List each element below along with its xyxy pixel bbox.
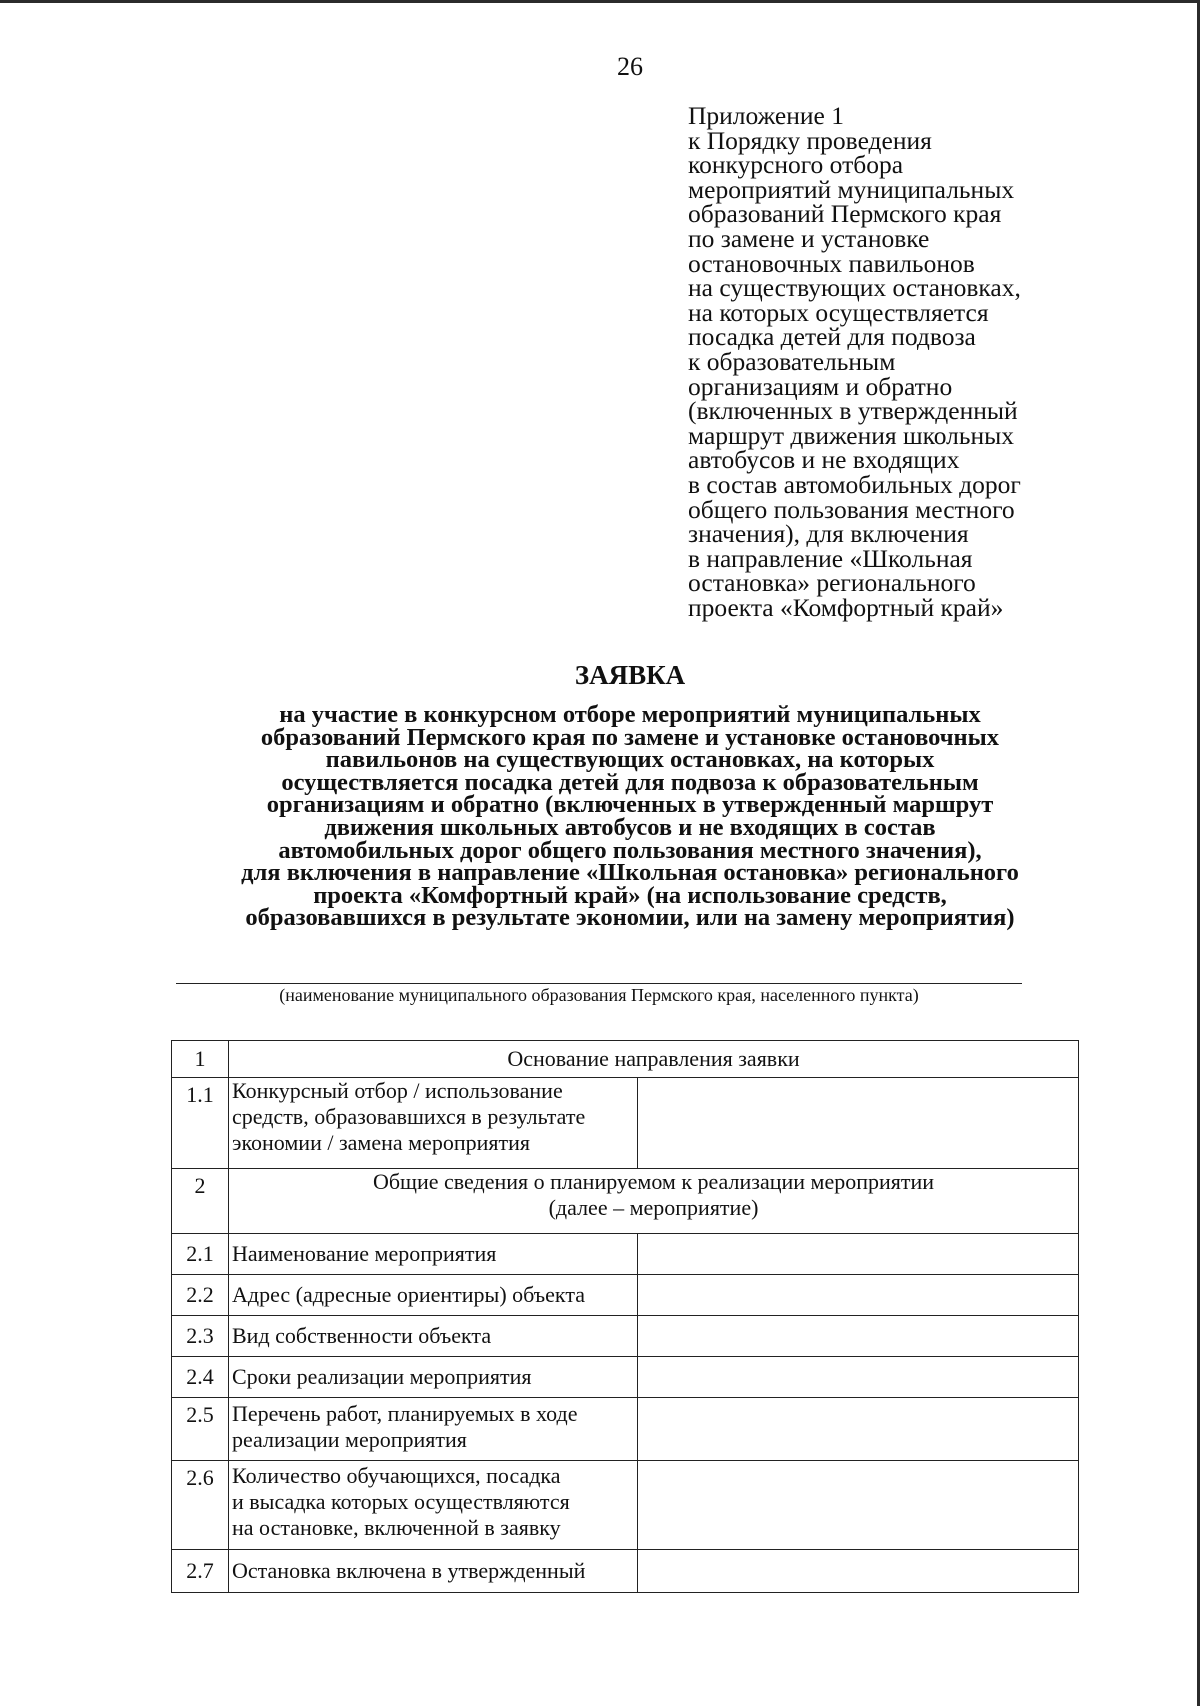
row-value-cell[interactable]	[638, 1275, 1079, 1316]
subtitle-line: движения школьных автобусов и не входящих в состав	[324, 813, 936, 841]
row-label-line: на остановке, включенной в заявку	[232, 1515, 561, 1540]
row-number: 2.7	[172, 1550, 229, 1593]
municipality-caption: (наименование муниципального образования Пермского края, населенного пункта)	[279, 985, 919, 1005]
section-title-line: Общие сведения о планируемом к реализации мероприятии	[372, 1169, 935, 1194]
municipality-fill-line[interactable]	[176, 983, 1022, 984]
appendix-line: остановка» регионального	[688, 568, 976, 598]
subtitle-line: образовавшихся в результате экономии, или на замену мероприятия)	[245, 904, 1015, 932]
table-row	[172, 1398, 1079, 1461]
row-number: 2.5	[172, 1398, 229, 1461]
application-form-table	[171, 1040, 1079, 1593]
appendix-line: в направление «Школьная	[688, 543, 973, 573]
table-row	[172, 1275, 1079, 1316]
subtitle-line: автомобильных дорог общего пользования местного значения),	[278, 836, 982, 864]
row-number: 2.6	[172, 1461, 229, 1550]
row-number: 2.1	[172, 1234, 229, 1275]
table-section-2	[172, 1169, 1079, 1234]
row-number: 2.4	[172, 1357, 229, 1398]
appendix-line: на существующих остановках,	[688, 273, 1021, 303]
row-number: 2.2	[172, 1275, 229, 1316]
row-label	[229, 1398, 638, 1461]
row-value-cell[interactable]	[638, 1398, 1079, 1461]
row-number: 1	[172, 1041, 229, 1078]
appendix-line: по замене и установке	[688, 223, 930, 253]
row-value-cell[interactable]	[638, 1316, 1079, 1357]
appendix-line: остановочных павильонов	[688, 248, 975, 278]
document-subtitle	[150, 701, 1110, 932]
section-title: Основание направления заявки	[229, 1041, 1079, 1078]
row-value-cell[interactable]	[638, 1461, 1079, 1550]
row-label: Наименование мероприятия	[229, 1234, 638, 1275]
document-title: ЗАЯВКА	[574, 660, 686, 690]
row-label: Сроки реализации мероприятия	[229, 1357, 638, 1398]
page-number: 26	[617, 52, 643, 81]
table-section-1	[172, 1041, 1079, 1078]
row-number: 2	[172, 1169, 229, 1234]
appendix-line: Приложение 1	[688, 101, 844, 130]
appendix-line: мероприятий муниципальных	[688, 174, 1015, 204]
appendix-line: проекта «Комфортный край»	[688, 592, 1004, 622]
row-label-line: Перечень работ, планируемых в ходе	[232, 1401, 578, 1426]
row-label-line: средств, образовавшихся в результате	[232, 1104, 586, 1129]
appendix-line: к образовательным	[688, 346, 896, 376]
row-label-line: реализации мероприятия	[232, 1427, 467, 1452]
table-row	[172, 1550, 1079, 1593]
row-label-line: Конкурсный отбор / использование	[232, 1078, 563, 1103]
row-label: Вид собственности объекта	[229, 1316, 638, 1357]
row-value-cell[interactable]	[638, 1234, 1079, 1275]
appendix-line: автобусов и не входящих	[688, 445, 960, 475]
section-title-line: (далее – мероприятие)	[548, 1195, 759, 1220]
appendix-line: в состав автомобильных дорог	[688, 469, 1021, 499]
appendix-line: значения), для включения	[688, 519, 969, 549]
table-row	[172, 1357, 1079, 1398]
appendix-header	[688, 101, 1108, 622]
subtitle-line: образований Пермского края по замене и установке остановочных	[260, 723, 1000, 751]
appendix-line: конкурсного отбора	[688, 150, 904, 180]
appendix-line: общего пользования местного	[688, 494, 1015, 524]
row-value-cell[interactable]	[638, 1078, 1079, 1169]
subtitle-line: на участие в конкурсном отборе мероприятий муниципальных	[279, 701, 981, 728]
row-number: 2.3	[172, 1316, 229, 1357]
subtitle-line: павильонов на существующих остановках, на которых	[325, 746, 935, 774]
appendix-line: организациям и обратно	[688, 371, 953, 401]
row-label: Остановка включена в утвержденный	[229, 1550, 638, 1593]
row-label	[229, 1078, 638, 1169]
table-row	[172, 1461, 1079, 1550]
scan-border-top	[0, 0, 1200, 3]
appendix-line: на которых осуществляется	[688, 297, 989, 327]
subtitle-line: для включения в направление «Школьная остановка» регионального	[241, 859, 1019, 887]
appendix-line: маршрут движения школьных	[688, 420, 1015, 450]
row-number: 1.1	[172, 1078, 229, 1169]
appendix-line: к Порядку проведения	[688, 125, 932, 155]
subtitle-line: организациям и обратно (включенных в утвержденный маршрут	[266, 791, 994, 819]
row-label: Адрес (адресные ориентиры) объекта	[229, 1275, 638, 1316]
appendix-line: посадка детей для подвоза	[688, 322, 976, 352]
row-label	[229, 1461, 638, 1550]
row-label-line: экономии / замена мероприятия	[232, 1130, 530, 1155]
table-row	[172, 1316, 1079, 1357]
row-label-line: и высадка которых осуществляются	[232, 1489, 570, 1514]
table-row	[172, 1234, 1079, 1275]
table-row	[172, 1078, 1079, 1169]
row-label-line: Количество обучающихся, посадка	[232, 1463, 561, 1488]
subtitle-line: осуществляется посадка детей для подвоза к образовательным	[281, 768, 979, 796]
row-value-cell[interactable]	[638, 1357, 1079, 1398]
appendix-line: образований Пермского края	[688, 199, 1002, 229]
appendix-line: (включенных в утвержденный	[688, 396, 1018, 426]
row-value-cell[interactable]	[638, 1550, 1079, 1593]
section-title	[229, 1169, 1079, 1234]
subtitle-line: проекта «Комфортный край» (на использование средств,	[313, 881, 947, 909]
